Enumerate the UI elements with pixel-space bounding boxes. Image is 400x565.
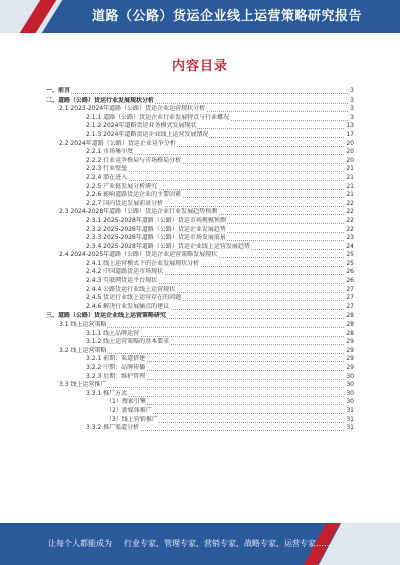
toc-entry-title: 3.2 线上运营策略 [46, 347, 107, 356]
toc-entry-title: 2.2.6 影响道路货运企业的主要因素 [46, 191, 182, 200]
toc-entry-title: 2.1.2 2024年道路货运业务模式发展现状 [46, 122, 197, 131]
toc-entry[interactable] [46, 338, 354, 347]
toc-entry[interactable] [46, 131, 354, 140]
toc-entry[interactable] [46, 416, 354, 425]
toc-entry-page: 30 [346, 381, 354, 389]
toc-entry[interactable] [46, 217, 354, 226]
toc-entry[interactable] [46, 191, 354, 200]
toc-entry-title: 2.3.4 2025-2028年道路（公路）货运企业线上运营发展趋势 [46, 243, 251, 252]
toc-entry-page: 23 [346, 234, 354, 242]
toc-entry[interactable] [46, 157, 354, 166]
toc-entry[interactable] [46, 148, 354, 157]
toc-entry[interactable] [46, 364, 354, 373]
toc-entry[interactable] [46, 424, 354, 433]
toc-entry[interactable] [46, 105, 354, 114]
toc-entry-title: 2.3.3 2025-2028年道路（公路）货运市场发展前景 [46, 234, 227, 243]
toc-entry-page: 3 [350, 113, 354, 121]
toc-entry-title: 3.2.2 中期：品牌传播 [46, 364, 146, 373]
toc-entry-page: 28 [346, 329, 354, 337]
toc-entry-page: 22 [346, 199, 354, 207]
toc-entry-title: 2.4.2 中国道路货运市场现状 [46, 268, 164, 277]
toc-entry-title: 2.2.7 国内货运发展前景分析 [46, 200, 164, 209]
toc-entry-title: 2.4.1 线上运营模式下的企业发展现状分析 [46, 260, 200, 269]
toc-entry-page: 21 [346, 182, 354, 190]
toc-entry[interactable] [46, 87, 354, 96]
toc-entry-page: 25 [346, 251, 354, 259]
toc-entry-page: 30 [346, 372, 354, 380]
toc-entry[interactable] [46, 208, 354, 217]
footer-banner [0, 523, 400, 565]
table-of-contents [46, 86, 354, 433]
toc-entry[interactable] [46, 303, 354, 312]
toc-entry-title: 2.4.5 货运行业线上运营存在的问题 [46, 294, 182, 303]
toc-entry-title: 2.4.4 公路货运行业线上运营现状 [46, 286, 176, 295]
toc-entry-title: 2.3 2024-2028年道路（公路）货运企业行业发展趋势预测 [46, 208, 218, 217]
toc-entry[interactable] [46, 381, 354, 390]
footer-slogan [48, 523, 332, 565]
toc-entry-page: 20 [346, 139, 354, 147]
toc-entry[interactable] [46, 330, 354, 339]
toc-entry-page: 21 [346, 191, 354, 199]
toc-entry[interactable] [46, 122, 354, 131]
toc-entry[interactable] [46, 243, 354, 252]
toc-heading: 内容目录 [171, 59, 228, 74]
toc-entry-title: 2.4.3 互联网货运平台现状 [46, 277, 158, 286]
toc-entry[interactable] [46, 174, 354, 183]
toc-entry-title: 3.3.2 推广渠道分析 [46, 424, 140, 433]
report-header-banner [0, 0, 400, 33]
toc-entry-page: 22 [346, 216, 354, 224]
toc-entry-page: 20 [346, 156, 354, 164]
toc-entry-title: （1）搜索引擎 [46, 398, 147, 407]
toc-entry-page: 30 [346, 389, 354, 397]
toc-entry[interactable] [46, 226, 354, 235]
toc-entry-title: （3）线上营销推广 [46, 416, 159, 425]
toc-entry[interactable] [46, 234, 354, 243]
toc-entry-title: 2.1 2023-2024年道路（公路）货运企业运营现状分析 [46, 105, 206, 114]
toc-entry-title: 2.2.5 产业链发展分析研究 [46, 183, 158, 192]
toc-entry-title: 一、前言 [46, 87, 71, 94]
footer-brand: 让每个人都能成为 [48, 539, 112, 548]
toc-entry-title: 2.2 2024年道路（公路）货运企业竞争分析 [46, 140, 177, 149]
toc-entry[interactable] [46, 321, 354, 330]
toc-entry-title: 三、道路（公路）货运企业线上运营策略研究 [46, 312, 167, 320]
toc-entry-title: 2.1.1 道路（公路）货运企业行业发展特点与行业概况 [46, 114, 230, 123]
toc-entry-title: 2.4 2024-2025年道路（公路）货运企业运营策略发展现状 [46, 251, 218, 260]
toc-entry-page: 31 [346, 406, 354, 414]
toc-entry-title: 3.3 线上运营推广 [46, 381, 107, 390]
toc-leader-dots [46, 93, 354, 94]
toc-entry-title: 2.4.6 解决行业发展痛点的建议 [46, 303, 170, 312]
toc-entry-page: 25 [346, 259, 354, 267]
toc-entry-title: 2.2.3 行业壁垒 [46, 165, 128, 174]
toc-entry-title: 二、道路（公路）货运行业发展现状分析 [46, 96, 155, 104]
toc-entry-page: 27 [346, 294, 354, 302]
toc-entry-page: 31 [346, 424, 354, 432]
toc-entry-page: 21 [346, 173, 354, 181]
toc-entry[interactable] [46, 407, 354, 416]
toc-entry[interactable] [46, 390, 354, 399]
toc-entry-page: 20 [346, 148, 354, 156]
toc-entry[interactable] [46, 312, 354, 321]
toc-entry[interactable] [46, 260, 354, 269]
toc-entry-title: 3.2.3 后期：维护管理 [46, 373, 146, 382]
toc-entry-page: 30 [346, 398, 354, 406]
toc-entry[interactable] [46, 398, 354, 407]
toc-entry-title: 3.2.1 前期：渠道搭建 [46, 355, 146, 364]
toc-entry-page: 29 [346, 338, 354, 346]
toc-entry[interactable] [46, 114, 354, 123]
toc-entry-page: 31 [346, 415, 354, 423]
toc-entry-title: 2.1.3 2024年道路货运企业线上运营发展情况 [46, 131, 209, 140]
toc-entry[interactable] [46, 140, 354, 149]
toc-entry-title: 2.2.1 市场集中度 [46, 148, 134, 157]
toc-entry-page: 3 [350, 87, 354, 94]
toc-entry[interactable] [46, 373, 354, 382]
toc-entry-page: 29 [346, 346, 354, 354]
footer-tagline: 行业专家、管理专家、营销专家、战略专家、运营专家…… [124, 539, 332, 548]
toc-entry-title: （2）新媒体推广 [46, 407, 153, 416]
toc-entry-page: 27 [346, 302, 354, 310]
toc-entry[interactable] [46, 347, 354, 356]
toc-entry[interactable] [46, 286, 354, 295]
toc-entry[interactable] [46, 183, 354, 192]
toc-entry[interactable] [46, 251, 354, 260]
toc-entry-title: 2.2.2 行业竞争格局与市场格局分析 [46, 157, 182, 166]
toc-entry-page: 13 [346, 122, 354, 130]
toc-entry-page: 3 [350, 105, 354, 113]
report-title: 道路（公路）货运企业线上运营策略研究报告 [91, 9, 362, 24]
toc-entry-page: 24 [346, 242, 354, 250]
toc-entry[interactable] [46, 97, 354, 106]
toc-entry-page: 28 [346, 312, 354, 320]
toc-entry-title: 3.3.1 推广方式 [46, 390, 128, 399]
toc-entry[interactable] [46, 277, 354, 286]
toc-entry-page: 26 [346, 277, 354, 285]
toc-entry[interactable] [46, 268, 354, 277]
toc-entry-page: 22 [346, 208, 354, 216]
toc-entry-title: 2.3.1 2025-2028年道路（公路）货运市场规模预测 [46, 217, 227, 226]
toc-entry[interactable] [46, 355, 354, 364]
toc-entry-page: 26 [346, 268, 354, 276]
toc-entry[interactable] [46, 294, 354, 303]
toc-entry-title: 3.1.1 线上品牌运营 [46, 330, 140, 339]
toc-entry-title: 3.1.2 线上运营策略的基本要求 [46, 338, 170, 347]
toc-entry-title: 2.3.2 2025-2028年道路（公路）货运企业发展趋势 [46, 226, 227, 235]
toc-entry[interactable] [46, 200, 354, 209]
toc-entry-page: 27 [346, 285, 354, 293]
toc-entry-page: 29 [346, 364, 354, 371]
toc-entry-page: 21 [346, 165, 354, 173]
toc-entry-page: 28 [346, 321, 354, 329]
toc-entry-page: 22 [346, 225, 354, 233]
toc-entry-page: 3 [350, 96, 354, 104]
toc-entry-page: 17 [346, 130, 354, 138]
toc-entry[interactable] [46, 165, 354, 174]
toc-entry-title: 2.2.4 潜在进入 [46, 174, 128, 183]
toc-entry-title: 3.1 线上运营策略 [46, 321, 107, 330]
toc-entry-page: 29 [346, 355, 354, 363]
